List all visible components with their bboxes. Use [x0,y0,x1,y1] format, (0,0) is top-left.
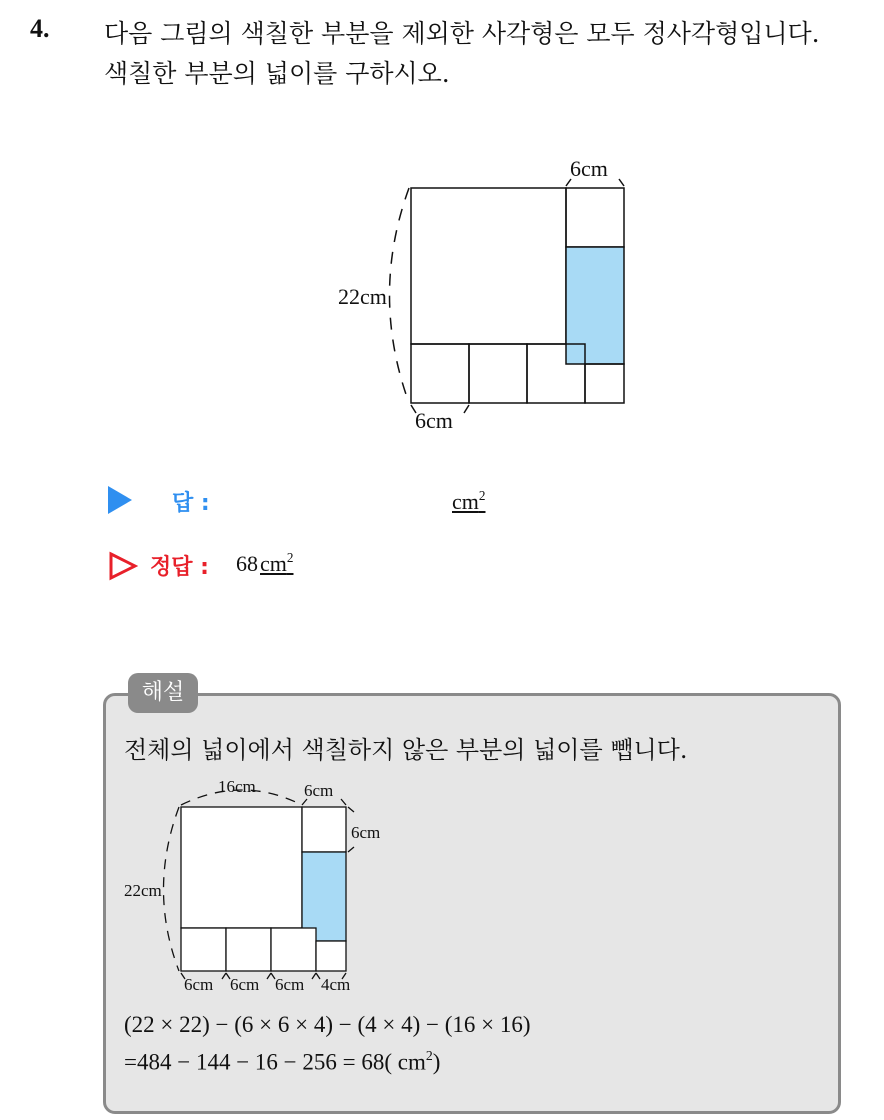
question-figure [330,150,650,440]
correct-arrow-icon [108,551,138,581]
bottom-square-2 [469,344,527,403]
correct-value-number: 68 [236,551,258,577]
exp-label-top-right: 6cm [304,781,334,800]
explanation-text: 전체의 넓이에서 색칠하지 않은 부분의 넓이를 뺍니다. [124,736,688,764]
exp-left-arc [164,807,180,971]
calc-line-2-exp: 2 [425,1048,433,1063]
question-text-line2: 색칠한 부분의 넓이를 구하시오. [104,59,450,88]
label-top: 6cm [570,156,608,181]
answer-unit-exp: 2 [478,488,486,503]
exp-big-square [181,807,302,928]
big-square [411,188,566,344]
exp-bottom-square-1 [181,928,226,971]
correct-unit-exp: 2 [286,550,294,565]
exp-bottom-square-2 [226,928,271,971]
calc-line-2-close: ) [432,1049,441,1075]
exp-label-right: 6cm [351,823,381,842]
correct-unit-text: cm [260,551,287,577]
answer-label: 답 : [172,491,210,516]
correct-value-unit [260,551,293,576]
left-arc [390,188,410,403]
exp-bottom-square-3 [271,928,316,971]
label-bottom: 6cm [415,408,453,433]
explanation-tag: 해설 [128,673,198,713]
exp-label-bottom-2: 6cm [230,975,260,994]
correct-value [236,550,293,577]
exp-label-left: 22cm [124,881,162,900]
small-square-bottom-right [585,364,624,403]
answer-unit [452,488,485,515]
label-left: 22cm [338,284,387,309]
exp-small-square-bottom-right [316,941,346,971]
question-number: 4. [30,14,50,43]
shaded-rectangle [566,247,624,364]
small-square-top-right [566,188,624,247]
exp-label-bottom-3: 6cm [275,975,305,994]
exp-label-top-left: 16cm [218,777,256,796]
calc-line-1: (22 × 22) − (6 × 6 × 4) − (4 × 4) − (16 × 16) [124,1012,531,1037]
answer-arrow-icon [108,486,132,514]
answer-unit-text: cm [452,489,479,515]
correct-label: 정답 : [150,555,209,580]
bottom-square-1 [411,344,469,403]
calc-line-2 [124,1048,440,1076]
question-text-line1: 다음 그림의 색칠한 부분을 제외한 사각형은 모두 정사각형입니다. [104,19,820,48]
exp-label-bottom-4: 4cm [321,975,351,994]
exp-label-bottom-1: 6cm [184,975,214,994]
calc-line-2-main: =484 − 144 − 16 − 256 = 68( cm [124,1049,426,1075]
exp-small-square-top-right [302,807,346,852]
explanation-figure [118,770,418,1000]
